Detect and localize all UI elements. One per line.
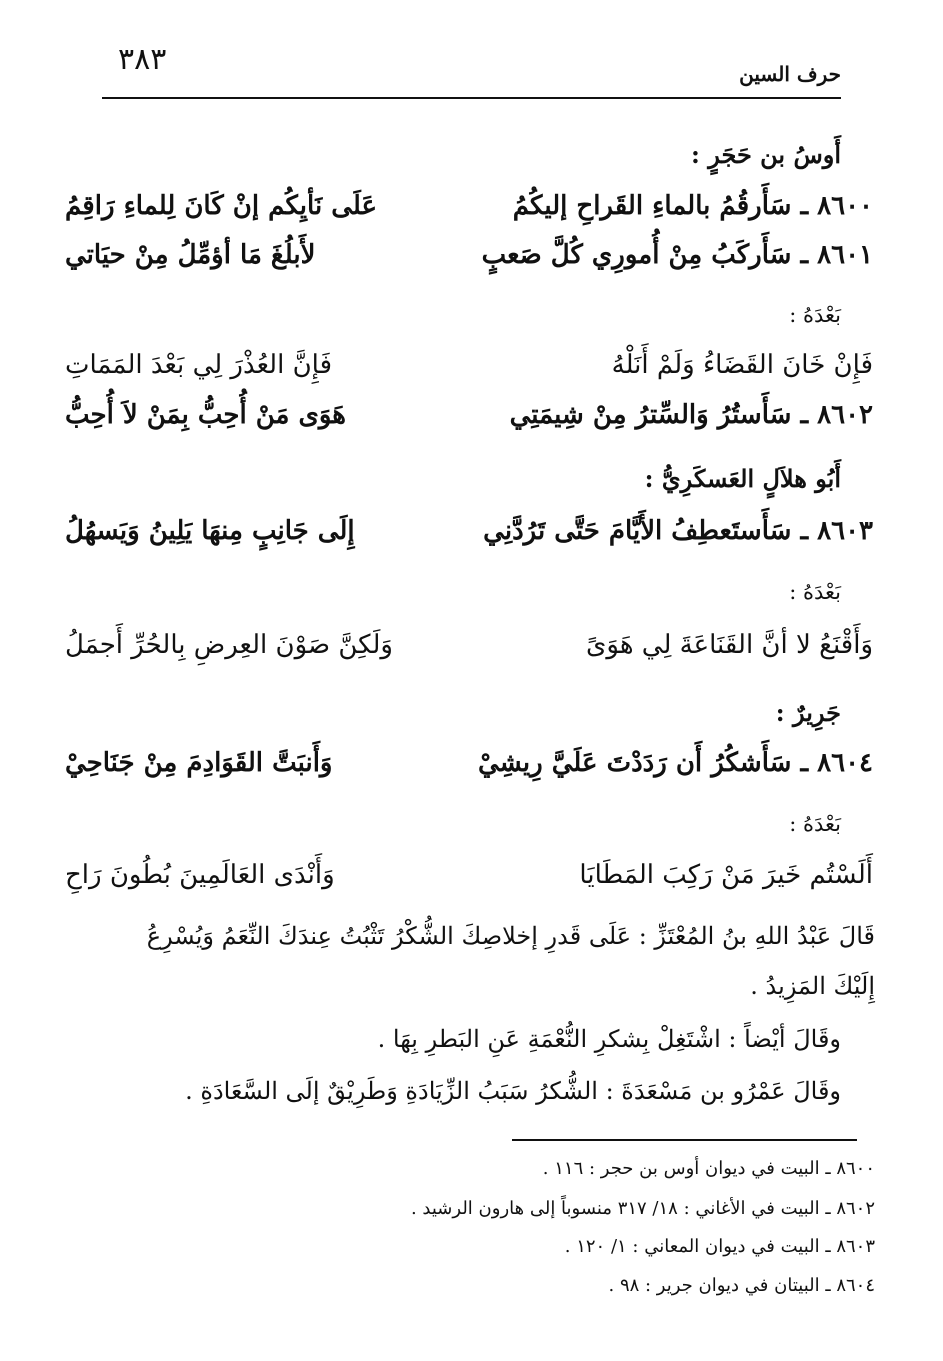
verse-second-hemistich: عَلَى نَأيِكُم إنْ كَانَ لِلماءِ رَاقِمُ (65, 191, 378, 221)
footnote: ٨٦٠٤ ـ البيتان في ديوان جرير : ٩٨ . (608, 1275, 875, 1296)
poet-heading: جَرِيرٌ : (775, 698, 841, 727)
footnote: ٨٦٠٢ ـ البيت في الأغاني : ١٨/ ٣١٧ منسوباً إلى هارون الرشيد . (410, 1198, 875, 1219)
verse-first-hemistich: ٨٦٠٣ ـ سَأَستَعطِفُ الأَيَّامَ حَتَّى تَرُدَّنِي (483, 516, 873, 546)
footnote: ٨٦٠٠ ـ البيت في ديوان أوس بن حجر : ١١٦ . (542, 1158, 875, 1179)
prose-paragraph: قَالَ عَبْدُ اللهِ بنُ المُعْتَزِّ : عَلَى قَدرِ إخلاصِكَ الشُّكْرُ تَثْبُتُ عِندَكَ النِّعَمُ وَيُسْرِعُ (146, 922, 875, 950)
verse-first-hemistich: أَلَسْتُم خَيرَ مَنْ رَكِبَ المَطَايَا (579, 860, 873, 890)
prose-paragraph: وقَالَ أيْضاً : اشْتَغِلْ بِشكرِ النُّعْمَةِ عَنِ البَطرِ بِهَا . (377, 1025, 841, 1053)
verse-first-hemistich: ٨٦٠٢ ـ سَأَستُرُ وَالسِّترُ مِنْ شِيمَتِي (509, 400, 873, 430)
verse-first-hemistich: وَأَقْنَعُ لا أنَّ القَنَاعَةَ لِي هَوَىً (586, 630, 873, 660)
verse-second-hemistich: وَلَكِنَّ صَوْنَ العِرضِ بِالحُرِّ أَجمَلُ (65, 630, 393, 660)
verse-second-hemistich: وَأَنْدَى العَالَمِينَ بُطُونَ رَاحِ (65, 860, 335, 890)
footnote-rule (512, 1139, 857, 1141)
prose-paragraph-end: إِلَيْكَ المَزِيدُ . (750, 972, 875, 1000)
poet-heading: أَوسُ بن حَجَرٍ : (691, 140, 841, 169)
continuation-label: بَعْدَهُ : (789, 580, 841, 604)
continuation-label: بَعْدَهُ : (789, 812, 841, 836)
section-title: حرف السين (739, 62, 841, 86)
header-rule (102, 97, 841, 99)
footnote: ٨٦٠٣ ـ البيت في ديوان المعاني : ١/ ١٢٠ . (564, 1236, 875, 1257)
verse-second-hemistich: وَأَنبَتَّ القَوَادِمَ مِنْ جَنَاحِيْ (65, 748, 333, 778)
verse-second-hemistich: لأَبلُغَ مَا أؤمِّلُ مِنْ حيَاتي (65, 240, 316, 270)
verse-first-hemistich: ٨٦٠١ ـ سَأَركَبُ مِنْ أُمورِي كُلَّ صَعبٍ (481, 240, 873, 270)
prose-paragraph: وقَالَ عَمْرُو بن مَسْعَدَةَ : الشُّكرُ سَبَبُ الزِّيَادَةِ وَطَرِيْقٌ إلَى السَّعَادَةِ . (185, 1077, 841, 1105)
verse-second-hemistich: فَإِنَّ العُذْرَ لِي بَعْدَ المَمَاتِ (65, 350, 333, 380)
verse-second-hemistich: إِلَى جَانِبٍ مِنهَا يَلِينُ وَيَسهُلُ (65, 516, 355, 546)
poet-heading: أَبُو هلاَلٍ العَسكَرِيُّ : (644, 464, 841, 493)
page-number: ٣٨٣ (118, 42, 167, 77)
verse-second-hemistich: هَوَى مَنْ أُحِبُّ بِمَنْ لاَ أُحِبُّ (65, 400, 347, 430)
verse-first-hemistich: فَإِنْ خَانَ القَضَاءُ وَلَمْ أَنَلْهُ (611, 350, 873, 380)
verse-first-hemistich: ٨٦٠٠ ـ سَأَرقُمُ بالماءِ القَراحِ إليكُمُ (512, 191, 873, 221)
verse-first-hemistich: ٨٦٠٤ ـ سَأَشكُرُ أَن رَدَدْتَ عَلَيَّ رِيشِيْ (478, 748, 873, 778)
continuation-label: بَعْدَهُ : (789, 303, 841, 327)
